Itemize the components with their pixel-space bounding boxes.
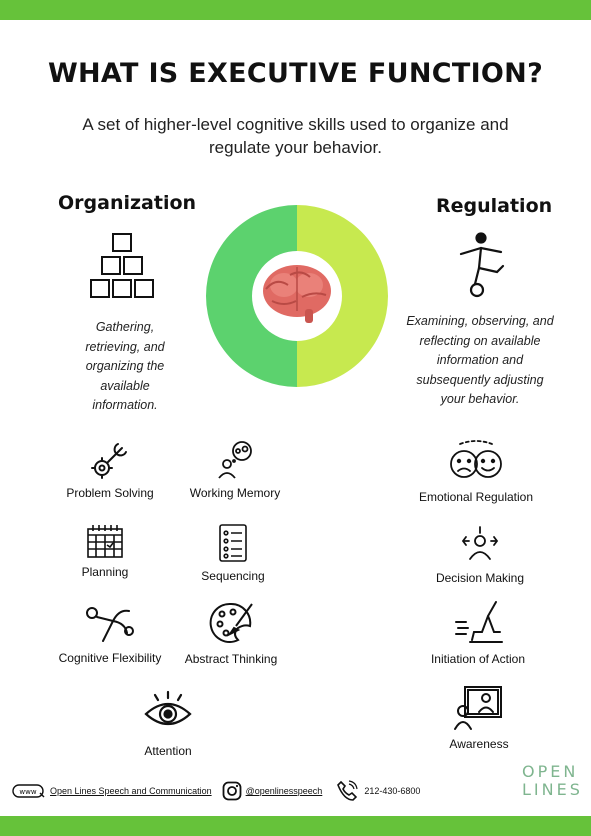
regulation-heading: Regulation bbox=[436, 195, 553, 217]
logo-line-1: OPEN bbox=[522, 762, 579, 781]
two-faces-icon bbox=[448, 440, 504, 484]
checklist-icon bbox=[216, 523, 250, 563]
skill-label: Initiation of Action bbox=[430, 652, 526, 666]
balancing-person-icon bbox=[457, 232, 507, 298]
website-link[interactable]: Open Lines Speech and Communication bbox=[50, 786, 212, 796]
skill-label: Emotional Regulation bbox=[418, 490, 534, 504]
page-subtitle: A set of higher-level cognitive skills used to organize and regulate your behavior. bbox=[82, 115, 509, 157]
wrench-gear-icon bbox=[90, 440, 130, 480]
pyramid-blocks-icon bbox=[88, 232, 158, 300]
logo-line-2: LINES bbox=[522, 780, 583, 799]
stretching-figure-icon bbox=[83, 603, 137, 645]
palette-brush-icon bbox=[208, 600, 254, 646]
thinking-person-icon bbox=[215, 440, 255, 480]
instagram-icon[interactable] bbox=[222, 781, 242, 801]
skill-working-memory bbox=[165, 440, 305, 500]
skill-label: Sequencing bbox=[201, 569, 265, 583]
eye-icon bbox=[143, 690, 193, 732]
skill-label: Awareness bbox=[449, 737, 509, 751]
skill-label: Attention bbox=[144, 744, 192, 758]
crossroads-person-icon bbox=[460, 525, 500, 565]
phone-number: 212-430-6800 bbox=[364, 786, 421, 796]
open-lines-logo bbox=[522, 763, 582, 799]
organization-description: Gathering, retrieving, and organizing the available information. bbox=[85, 320, 165, 412]
skill-label: Abstract Thinking bbox=[184, 652, 278, 666]
skill-problem-solving bbox=[40, 440, 180, 500]
organization-heading: Organization bbox=[58, 192, 197, 214]
skill-sequencing bbox=[163, 523, 303, 583]
skill-label: Cognitive Flexibility bbox=[58, 651, 162, 665]
regulation-description: Examining, observing, and reflecting on available information and subsequently adjusting your behavior. bbox=[406, 314, 554, 406]
starting-block-runner-icon bbox=[452, 598, 504, 646]
top-accent-bar bbox=[0, 0, 591, 20]
skill-abstract-thinking bbox=[161, 600, 301, 666]
bottom-accent-bar bbox=[0, 816, 591, 836]
skill-emotional-regulation bbox=[406, 440, 546, 504]
skill-cognitive-flexibility bbox=[40, 603, 180, 665]
skill-label: Problem Solving bbox=[66, 486, 154, 500]
page-title: WHAT IS EXECUTIVE FUNCTION? bbox=[47, 58, 544, 89]
presentation-person-icon bbox=[453, 683, 505, 731]
skill-label: Planning bbox=[81, 565, 129, 579]
footer bbox=[12, 780, 420, 802]
skill-decision-making bbox=[410, 525, 550, 585]
phone-icon bbox=[336, 780, 358, 802]
www-icon bbox=[12, 783, 46, 799]
svg-text:www: www bbox=[19, 788, 37, 796]
calendar-icon bbox=[85, 523, 125, 559]
skill-label: Decision Making bbox=[435, 571, 525, 585]
skill-awareness bbox=[409, 683, 549, 751]
instagram-handle[interactable]: @openlinesspeech bbox=[245, 786, 323, 796]
skill-initiation-of-action bbox=[408, 598, 548, 666]
skill-attention bbox=[98, 690, 238, 758]
skill-planning bbox=[35, 523, 175, 579]
brain-icon bbox=[263, 265, 331, 323]
organization-regulation-donut bbox=[206, 205, 388, 387]
skill-label: Working Memory bbox=[189, 486, 281, 500]
